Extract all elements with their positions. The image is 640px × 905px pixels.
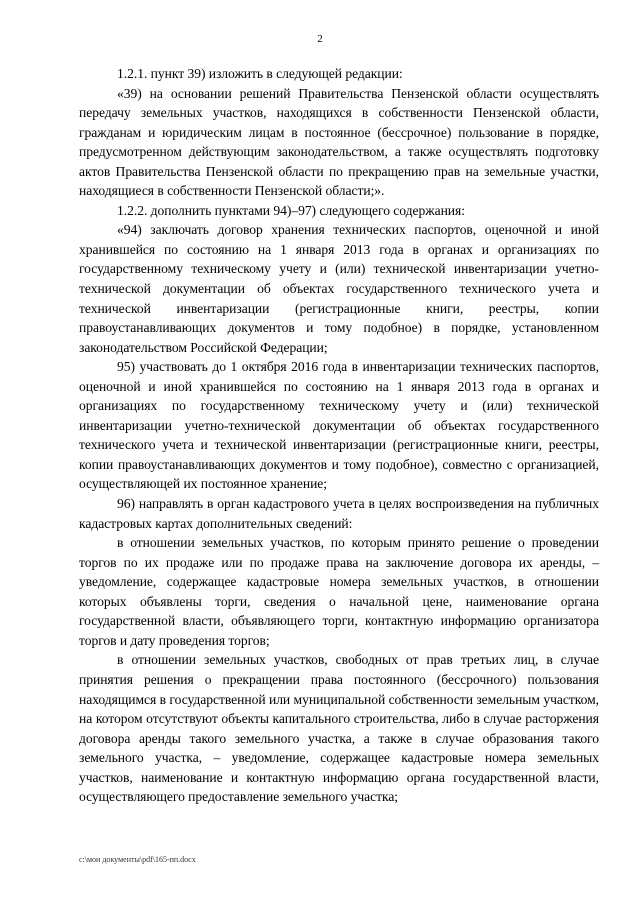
paragraph-auction-notice: в отношении земельных участков, по которым принято решение о проведении торгов по их продаже или по продаже права на заключение договора их аренды, – уведомление, содержащее кадастровые номера земельных участков, в отношении которых объявлены торги, сведения о начальной цене, наименование органа государственной власти, объявляющего торги, контактную информацию организатора торгов и дату проведения торгов;	[79, 535, 599, 648]
page-number: 2	[317, 33, 323, 45]
paragraph-point-95: 95) участвовать до 1 октября 2016 года в инвентаризации технических паспортов, оценочной и иной хранившейся по состоянию на 1 января 2013 года в органах и организациях по государственному техническому учету и (или) технической инвентаризации учетно-технической документации об объектах государственного технического учета и технической инвентаризации (регистрационные книги, реестры, копии правоустанавливающих документов и тому подобное), совместно с организацией, осуществляющей их постоянное хранение;	[79, 359, 599, 492]
paragraph-free-plots-notice: в отношении земельных участков, свободных от прав третьих лиц, в случае принятия решения о прекращении права постоянного (бессрочного) пользования находящимся в государственной или муниципальной собственности земельным участком, на котором отсутствуют объекты капитального строительства, либо в случае расторжения договора аренды такого земельного участка, а также в случае образования такого земельного участка, – уведомление, содержащее кадастровые номера земельных участков, наименование и контактную информацию органа государственной власти, осуществляющего предоставление земельного участка;	[79, 652, 599, 805]
document-body	[79, 64, 599, 807]
footer-file-path: c:\мои документы\pdf\165-пп.docx	[79, 855, 196, 864]
paragraph-point-96: 96) направлять в орган кадастрового учета в целях воспроизведения на публичных кадастровых картах дополнительных сведений:	[79, 496, 599, 531]
paragraph-point-39: «39) на основании решений Правительства Пензенской области осуществлять передачу земельных участков, находящихся в собственности Пензенской области, гражданам и юридическим лицам в постоянное (бессрочное) пользование в порядке, предусмотренном действующим законодательством, а также осуществлять подготовку актов Правительства Пензенской области по прекращению прав на земельные участки, находящиеся в собственности Пензенской области;».	[79, 85, 599, 199]
paragraph-1-2-1: 1.2.1. пункт 39) изложить в следующей редакции:	[117, 66, 403, 81]
paragraph-point-94: «94) заключать договор хранения технических паспортов, оценочной и иной хранившейся по состоянию на 1 января 2013 года в органах и организациях по государственному техническому учету и (или) технической инвентаризации учетно-технической документации об объектах государственного технического учета и технической инвентаризации (регистрационные книги, реестры, копии правоустанавливающих документов и тому подобное) в порядке, установленном законодательством Российской Федерации;	[79, 222, 599, 355]
paragraph-1-2-2: 1.2.2. дополнить пунктами 94)–97) следующего содержания:	[117, 202, 465, 218]
